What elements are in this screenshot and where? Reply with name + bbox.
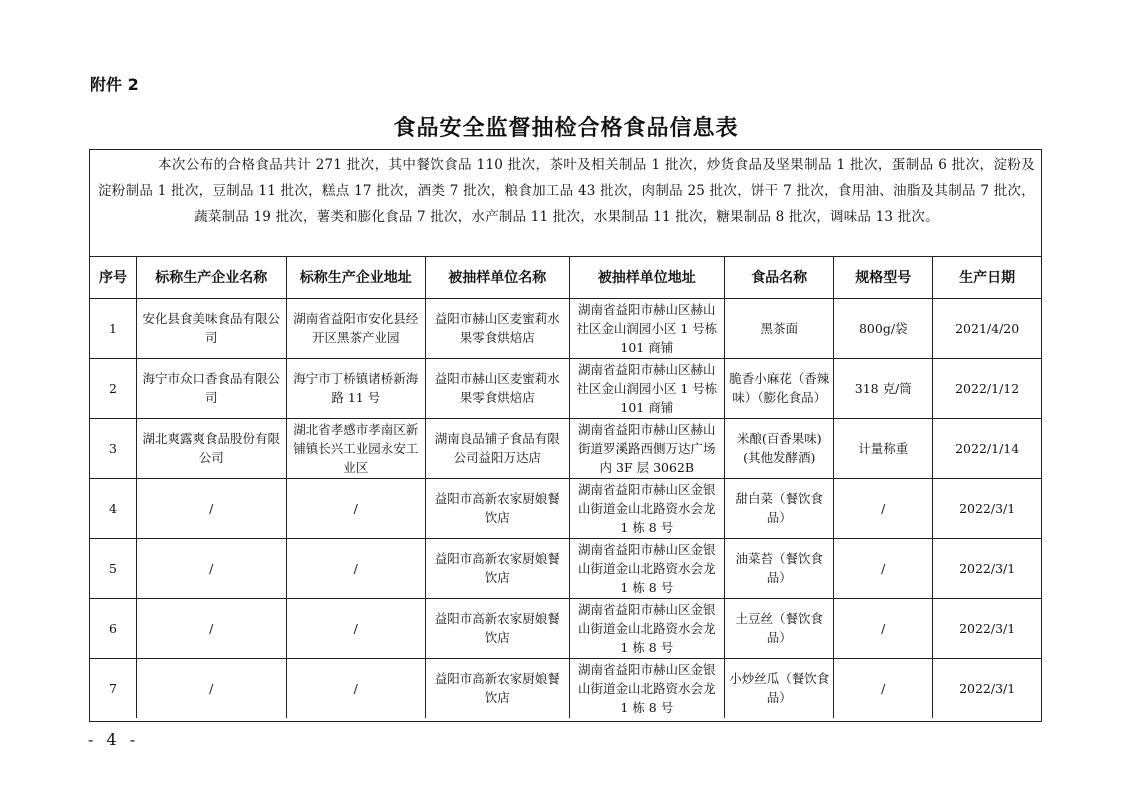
table-row	[90, 478, 1041, 538]
cell-sampled-unit-address: 湖南省益阳市赫山区金银山街道金山北路资水会龙 1 栋 8 号	[569, 598, 725, 658]
cell-sampled-unit-name: 益阳市高新农家厨娘餐饮店	[426, 478, 570, 538]
cell-sampled-unit-address: 湖南省益阳市赫山区金银山街道金山北路资水会龙 1 栋 8 号	[569, 658, 725, 718]
cell-index: 7	[90, 658, 136, 718]
cell-sampled-unit-name: 益阳市高新农家厨娘餐饮店	[426, 658, 570, 718]
cell-sampled-unit-name: 益阳市高新农家厨娘餐饮店	[426, 538, 570, 598]
table-row	[90, 658, 1041, 718]
cell-manufacturer-name: 安化县食美味食品有限公司	[136, 298, 286, 358]
cell-sampled-unit-name: 湖南良品铺子食品有限公司益阳万达店	[426, 418, 570, 478]
header-cell: 被抽样单位名称	[426, 257, 570, 298]
cell-manufacturer-address: 湖北省孝感市孝南区新铺镇长兴工业园永安工业区	[286, 418, 425, 478]
cell-food-name: 油菜苔（餐饮食品）	[725, 538, 834, 598]
header-cell: 食品名称	[725, 257, 834, 298]
cell-production-date: 2022/1/12	[933, 358, 1041, 418]
cell-sampled-unit-name: 益阳市高新农家厨娘餐饮店	[426, 598, 570, 658]
cell-production-date: 2022/3/1	[933, 478, 1041, 538]
cell-food-name: 脆香小麻花（香辣味）（膨化食品）	[725, 358, 834, 418]
cell-sampled-unit-name: 益阳市赫山区麦蜜莉水果零食烘焙店	[426, 298, 570, 358]
cell-manufacturer-address: /	[286, 598, 425, 658]
cell-specification: /	[834, 658, 933, 718]
attachment-label: 附件 2	[90, 75, 139, 94]
cell-specification: 800g/袋	[834, 298, 933, 358]
header-cell: 标称生产企业名称	[136, 257, 286, 298]
cell-manufacturer-name: /	[136, 478, 286, 538]
cell-manufacturer-address: /	[286, 478, 425, 538]
header-cell: 被抽样单位地址	[569, 257, 725, 298]
table-row	[90, 598, 1041, 658]
cell-specification: /	[834, 538, 933, 598]
table-row	[90, 358, 1041, 418]
cell-manufacturer-name: /	[136, 538, 286, 598]
cell-sampled-unit-address: 湖南省益阳市赫山区赫山社区金山润园小区 1 号栋 101 商铺	[569, 358, 725, 418]
cell-sampled-unit-name: 益阳市赫山区麦蜜莉水果零食烘焙店	[426, 358, 570, 418]
cell-sampled-unit-address: 湖南省益阳市赫山区金银山街道金山北路资水会龙 1 栋 8 号	[569, 478, 725, 538]
cell-production-date: 2021/4/20	[933, 298, 1041, 358]
header-cell: 规格型号	[834, 257, 933, 298]
cell-food-name: 黑茶面	[725, 298, 834, 358]
cell-index: 1	[90, 298, 136, 358]
cell-index: 5	[90, 538, 136, 598]
info-table-frame	[89, 149, 1042, 722]
cell-production-date: 2022/1/14	[933, 418, 1041, 478]
header-cell: 生产日期	[933, 257, 1041, 298]
cell-index: 4	[90, 478, 136, 538]
cell-production-date: 2022/3/1	[933, 658, 1041, 718]
header-cell: 序号	[90, 257, 136, 298]
table-row	[90, 298, 1041, 358]
cell-manufacturer-address: /	[286, 538, 425, 598]
cell-production-date: 2022/3/1	[933, 598, 1041, 658]
cell-specification: 318 克/筒	[834, 358, 933, 418]
cell-food-name: 土豆丝（餐饮食品）	[725, 598, 834, 658]
cell-sampled-unit-address: 湖南省益阳市赫山区金银山街道金山北路资水会龙 1 栋 8 号	[569, 538, 725, 598]
summary-paragraph: 本次公布的合格食品共计 271 批次，其中餐饮食品 110 批次，茶叶及相关制品 1 批次，炒货食品及坚果制品 1 批次，蛋制品 6 批次，淀粉及淀粉制品 1 批次，豆制品 11 批次，糕点 17 批次，酒类 7 批次，粮食加工品 43 批次，肉制品 25 批次，饼干 7 批次，食用油、油脂及其制品 7 批次，蔬菜制品 19 批次，薯类和膨化食品 7 批次，水产制品 11 批次，水果制品 11 批次，糖果制品 8 批次，调味品 13 批次。	[90, 150, 1041, 257]
cell-index: 6	[90, 598, 136, 658]
table-row	[90, 418, 1041, 478]
cell-food-name: 米酿(百香果味)(其他发酵酒)	[725, 418, 834, 478]
cell-manufacturer-address: 海宁市丁桥镇诸桥新海路 11 号	[286, 358, 425, 418]
page-number: - 4 -	[88, 730, 140, 749]
table-row	[90, 538, 1041, 598]
document-title: 食品安全监督抽检合格食品信息表	[393, 116, 739, 141]
cell-sampled-unit-address: 湖南省益阳市赫山区赫山街道罗溪路西侧万达广场内 3F 层 3062B	[569, 418, 725, 478]
cell-index: 3	[90, 418, 136, 478]
cell-manufacturer-name: 湖北爽露爽食品股份有限公司	[136, 418, 286, 478]
table-header-row	[90, 257, 1041, 298]
cell-manufacturer-address: 湖南省益阳市安化县经开区黑茶产业园	[286, 298, 425, 358]
cell-food-name: 小炒丝瓜（餐饮食品）	[725, 658, 834, 718]
cell-manufacturer-address: /	[286, 658, 425, 718]
cell-food-name: 甜白菜（餐饮食品）	[725, 478, 834, 538]
cell-specification: /	[834, 598, 933, 658]
cell-manufacturer-name: 海宁市众口香食品有限公司	[136, 358, 286, 418]
cell-manufacturer-name: /	[136, 658, 286, 718]
cell-manufacturer-name: /	[136, 598, 286, 658]
header-cell: 标称生产企业地址	[286, 257, 425, 298]
cell-specification: 计量称重	[834, 418, 933, 478]
cell-production-date: 2022/3/1	[933, 538, 1041, 598]
cell-index: 2	[90, 358, 136, 418]
food-info-table	[90, 257, 1041, 718]
cell-sampled-unit-address: 湖南省益阳市赫山区赫山社区金山润园小区 1 号栋 101 商铺	[569, 298, 725, 358]
cell-specification: /	[834, 478, 933, 538]
